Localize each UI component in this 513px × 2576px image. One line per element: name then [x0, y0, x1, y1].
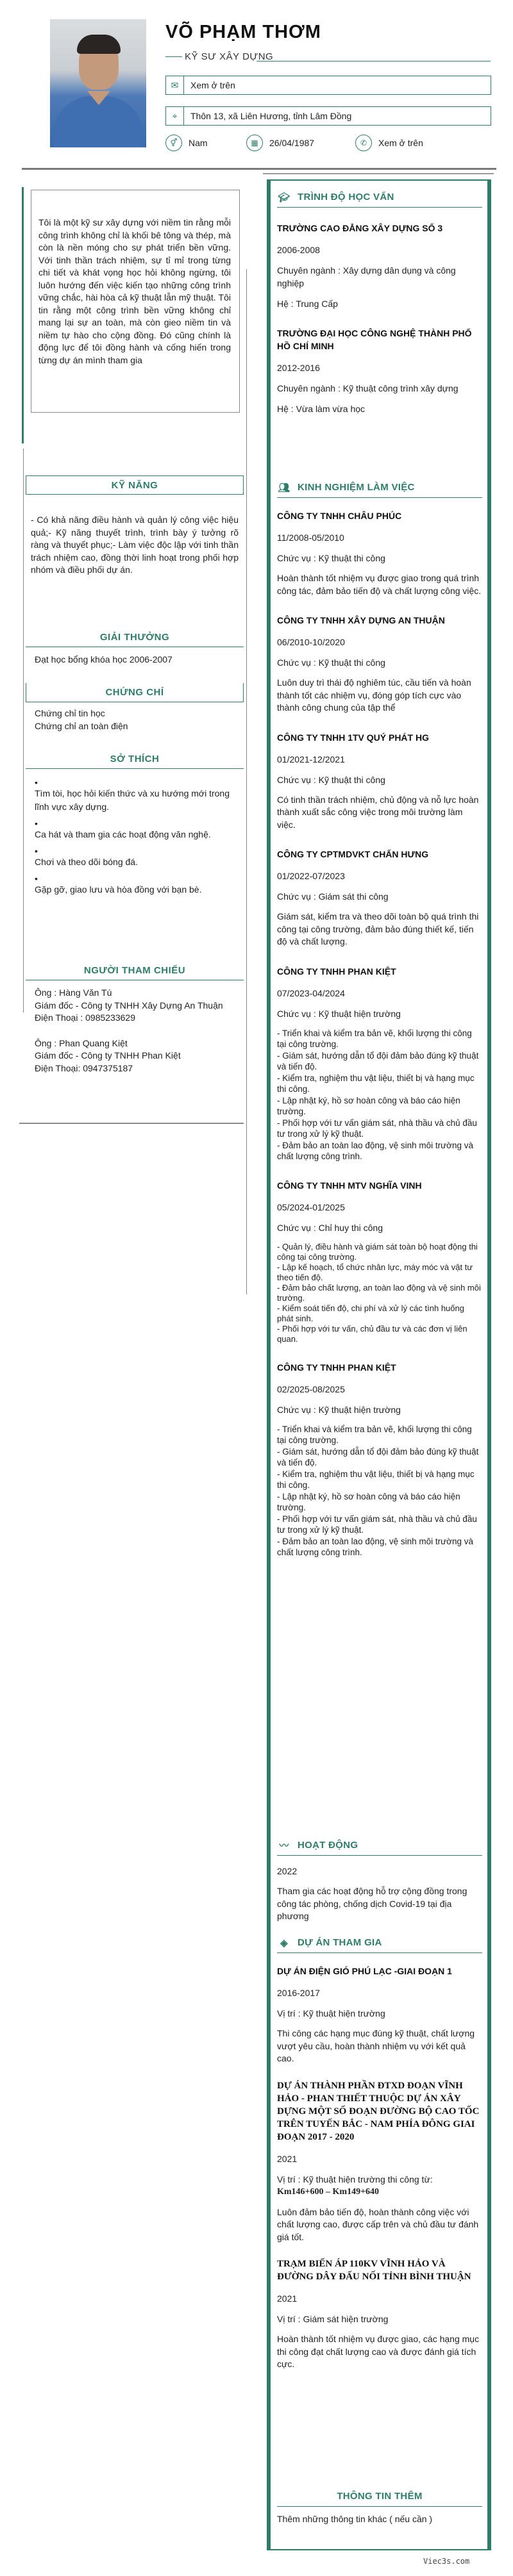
gender-icon: ⚥	[165, 135, 182, 151]
company-name: CÔNG TY TNHH MTV NGHĨA VINH	[277, 1180, 422, 1191]
experience-item	[277, 848, 482, 948]
project-role-detail: Km146+600 – Km149+640	[277, 2186, 380, 2197]
references-heading: NGƯỜI THAM CHIẾU	[26, 961, 244, 980]
work-period: 11/2008-05/2010	[277, 533, 344, 543]
address-value: Thôn 13, xã Liên Hương, tỉnh Lâm Đồng	[190, 111, 352, 121]
summary-text: Tôi là một kỹ sư xây dựng với niềm tin rằng mỗi công trình không chỉ là khối bê tông và thép, mà còn là nền móng cho sự phát triển bền vững. Với tinh thần trách nhiệm, sự tỉ mỉ trong từng chi tiết và khát vọng học hỏi không ngừng, tôi luôn hướng đến việc kiến tạo những công trình vững chắc, hài hòa cả kỹ thuật lẫn mỹ thuật. Tôi tin rằng một công trình bền vững không chỉ mang lại sự an toàn, mà còn gieo niềm tin và niềm tự hào cho cộng đồng. Đó cũng chính là động lực để tôi đồng hành và cống hiến trong từng dự án mình tham gia	[38, 217, 231, 365]
work-role: Chức vụ : Kỹ thuật thi công	[277, 657, 385, 668]
education-heading: 🎓︎ TRÌNH ĐỘ HỌC VẤN	[277, 187, 482, 208]
users-icon: 👥︎	[278, 482, 290, 493]
project-item	[277, 1965, 482, 2065]
project-item	[277, 2258, 482, 2371]
project-role: Vị trí : Kỹ thuật hiện trường	[277, 2008, 385, 2019]
candidate-name: VÕ PHẠM THƠM	[165, 22, 321, 42]
dob-value: 26/04/1987	[269, 138, 315, 148]
activity-year: 2022	[277, 1866, 298, 1876]
projects-section	[277, 1933, 482, 2377]
divider	[263, 173, 494, 174]
hobby-item: • Chơi và theo dõi bóng đá.	[35, 846, 138, 867]
activities-section	[277, 1835, 482, 1923]
activities-heading: 〰 HOẠT ĐỘNG	[277, 1835, 482, 1856]
reference-phone: Điện Thoại : 0985233629	[35, 1012, 135, 1023]
divider	[23, 449, 24, 1012]
email-icon: ✉	[166, 76, 184, 94]
activity-description: Tham gia các hoạt động hỗ trợ cộng đồng trong công tác phòng, chống dịch Covid-19 tại địa phương	[277, 1886, 467, 1921]
education-major: Chuyên ngành : Kỹ thuật công trình xây dựng	[277, 383, 458, 393]
dob-field	[246, 135, 314, 151]
experience-item	[277, 614, 482, 714]
gender-field	[165, 135, 208, 151]
certificate-item: Chứng chỉ tin học	[35, 708, 105, 718]
school-name: TRƯỜNG ĐẠI HỌC CÔNG NGHỆ THÀNH PHỐ HỒ CHÍ MINH	[277, 328, 472, 351]
certificates-section	[26, 683, 244, 732]
project-description: Luôn đảm bảo tiến độ, hoàn thành công việc với chất lượng cao, được cấp trên và chủ đầu tư đánh giá tốt.	[277, 2206, 479, 2242]
job-title: KỸ SƯ XÂY DỰNG	[185, 51, 274, 62]
company-name: CÔNG TY CPTMDVKT CHẤN HƯNG	[277, 849, 429, 859]
phone-value: Xem ở trên	[378, 138, 423, 148]
experience-item	[277, 1179, 482, 1344]
more-info-heading: THÔNG TIN THÊM	[277, 2486, 482, 2507]
hobby-item: • Ca hát và tham gia các hoạt động văn nghệ.	[35, 818, 211, 839]
education-years: 2006-2008	[277, 245, 320, 255]
projects-heading: ◈ DỰ ÁN THAM GIA	[277, 1933, 482, 1953]
project-name: TRẠM BIẾN ÁP 110KV VĨNH HẢO VÀ ĐƯỜNG DÂY ĐẤU NỐI TỈNH BÌNH THUẬN	[277, 2259, 471, 2282]
education-system: Hệ : Trung Cấp	[277, 299, 338, 309]
work-description: Hoàn thành tốt nhiệm vụ được giao trong quá trình công tác, đảm bảo tiến độ và chất lượng công việc.	[277, 573, 482, 596]
education-years: 2012-2016	[277, 363, 320, 373]
divider	[22, 168, 496, 173]
project-description: Hoàn thành tốt nhiệm vụ được giao, các hạng mục thi công đạt chất lượng cao và được đánh giá tích cực.	[277, 2334, 480, 2369]
hobby-item: • Gặp gỡ, giao lưu và hòa đồng với bạn bè.	[35, 873, 202, 895]
project-name: DỰ ÁN ĐIỆN GIÓ PHÚ LẠC -GIAI ĐOẠN 1	[277, 1966, 452, 1976]
work-description: - Triển khai và kiểm tra bản vẽ, khối lượng thi công tại công trường. - Giám sát, hướng dẫn tổ đội đảm bảo đúng kỹ thuật và tiến độ. - Kiểm tra, nghiệm thu vật liệu, thiết bị và hạng mục thi công. - Lập nhật ký, hồ sơ hoàn công và báo cáo hiện trường. - Phối hợp với tư vấn giám sát, nhà thầu và chủ đầu tư trong xử lý kỹ thuật. - Đảm bảo an toàn lao động, vệ sinh môi trường và chất lượng công trình.	[277, 1028, 479, 1161]
skills-heading: KỸ NĂNG	[26, 475, 244, 495]
phone-field	[355, 135, 423, 151]
address-row	[165, 106, 491, 126]
experience-item	[277, 1361, 482, 1558]
company-name: CÔNG TY TNHH PHAN KIỆT	[277, 1362, 396, 1373]
project-description: Thi công các hạng mục đúng kỹ thuật, chất lượng vượt yêu cầu, hoàn thành nhiệm vụ với kết quả cao.	[277, 2028, 475, 2063]
experience-section	[277, 477, 482, 1575]
work-description: - Quản lý, điều hành và giám sát toàn bộ hoạt động thi công tại công trường. - Lập kế hoạch, tổ chức nhân lực, máy móc và vật tư theo tiến độ. - Đảm bảo chất lượng, an toàn lao động và vệ sinh môi trường. - Kiểm soát tiến độ, chi phí và xử lý các tình huống phát sinh. - Phối hợp với tư vấn, chủ đầu tư và các đơn vị liên quan.	[277, 1241, 481, 1344]
awards-section	[26, 628, 244, 666]
email-value: Xem ở trên	[190, 80, 235, 90]
work-period: 01/2021-12/2021	[277, 754, 345, 764]
gender-value: Nam	[189, 138, 208, 148]
certificate-item: Chứng chỉ an toàn điện	[35, 720, 128, 731]
skills-text: - Có khả năng điều hành và quản lý công việc hiệu quả;- Kỹ năng thuyết trình, trình bày ý tưởng rõ ràng và thuyết phục;- Làm việc độc lập với tinh thần trách nhiệm cao, đồng thời linh hoạt trong phối hợp nhóm và điều phối dự án.	[31, 515, 239, 575]
more-info-section	[277, 2486, 482, 2526]
more-info-text: Thêm những thông tin khác ( nếu cần )	[277, 2514, 433, 2524]
reference-name: Ông : Phan Quang Kiệt	[35, 1037, 128, 1048]
experience-item	[277, 509, 482, 597]
experience-item	[277, 965, 482, 1162]
project-item	[277, 2079, 482, 2244]
education-system: Hệ : Vừa làm vừa học	[277, 404, 366, 414]
work-description: Luôn duy trì thái độ nghiêm túc, cầu tiến và hoàn thành tốt các nhiệm vụ, đóng góp tích cực vào thành công chung của tập thể	[277, 677, 471, 713]
company-name: CÔNG TY TNHH PHAN KIỆT	[277, 966, 396, 977]
hobby-item: • Tìm tòi, học hỏi kiến thức và xu hướng mới trong lĩnh vực xây dựng.	[35, 777, 230, 812]
reference-company: Giám đốc - Công ty TNHH Xây Dựng An Thuận	[35, 1000, 223, 1011]
footer-watermark: Viec3s.com	[423, 2557, 470, 2566]
reference-company: Giám đốc - Công ty TNHH Phan Kiệt	[35, 1050, 181, 1061]
email-row	[165, 76, 491, 95]
avatar	[50, 19, 146, 147]
hobbies-heading: SỞ THÍCH	[26, 750, 244, 769]
education-major: Chuyên ngành : Xây dựng dân dụng và công nghiệp	[277, 265, 456, 288]
work-role: Chức vụ : Giám sát thi công	[277, 891, 389, 902]
company-name: CÔNG TY TNHH CHÂU PHÚC	[277, 511, 402, 521]
reference-phone: Điện Thoại: 0947375187	[35, 1062, 133, 1073]
phone-icon: ✆	[355, 135, 372, 151]
company-name: CÔNG TY TNHH 1TV QUÝ PHÁT HG	[277, 732, 429, 743]
work-description: - Triển khai và kiểm tra bản vẽ, khối lượng thi công tại công trường. - Giám sát, hướng dẫn tổ đội đảm bảo đúng kỹ thuật và tiến độ. - Kiểm tra, nghiệm thu vật liệu, thiết bị và hạng mục thi công. - Lập nhật ký, hồ sơ hoàn công và báo cáo hiện trường. - Phối hợp với tư vấn giám sát, nhà thầu và chủ đầu tư trong xử lý kỹ thuật. - Đảm bảo an toàn lao động, vệ sinh môi trường và chất lượng công trình.	[277, 1424, 479, 1557]
project-years: 2021	[277, 2153, 298, 2164]
work-description: Có tinh thần trách nhiệm, chủ động và nỗ lực hoàn thành xuất sắc công việc trong môi trường làm việc.	[277, 794, 479, 830]
divider	[246, 269, 247, 1294]
work-role: Chức vụ : Chỉ huy thi công	[277, 1222, 383, 1233]
work-description: Giám sát, kiểm tra và theo dõi toàn bộ quá trình thi công tại công trường, đảm bảo đúng thiết kế, tiến độ và chất lượng.	[277, 911, 479, 946]
project-years: 2016-2017	[277, 1988, 320, 1998]
work-period: 01/2022-07/2023	[277, 871, 345, 881]
reference-name: Ông : Hàng Văn Tú	[35, 987, 112, 998]
project-role: Vị trí : Giám sát hiện trường	[277, 2314, 389, 2324]
references-section	[26, 961, 244, 1075]
work-role: Chức vụ : Kỹ thuật hiện trường	[277, 1404, 401, 1415]
skills-section	[26, 475, 244, 577]
work-period: 06/2010-10/2020	[277, 637, 345, 647]
project-name: DỰ ÁN THÀNH PHẦN ĐTXD ĐOẠN VĨNH HẢO - PHAN THIẾT THUỘC DỰ ÁN XÂY DỰNG MỘT SỐ ĐOẠN ĐƯỜNG BỘ CAO TỐC TRÊN TUYẾN BẮC - NAM PHÍA ĐÔNG GIAI ĐOẠN 2017 - 2020	[277, 2080, 480, 2142]
work-period: 05/2024-01/2025	[277, 1201, 345, 1212]
work-role: Chức vụ : Kỹ thuật thi công	[277, 553, 385, 563]
graduation-cap-icon: 🎓︎	[278, 192, 290, 203]
experience-item	[277, 731, 482, 832]
awards-heading: GIẢI THƯỞNG	[26, 628, 244, 647]
awards-text: Đạt học bổng khóa học 2006-2007	[35, 654, 172, 665]
work-role: Chức vụ : Kỹ thuật thi công	[277, 774, 385, 785]
work-role: Chức vụ : Kỹ thuật hiện trường	[277, 1008, 401, 1019]
school-name: TRƯỜNG CAO ĐẲNG XÂY DỰNG SỐ 3	[277, 223, 443, 233]
hobbies-section	[26, 750, 244, 902]
work-period: 07/2023-04/2024	[277, 987, 345, 998]
experience-heading: 👥︎ KINH NGHIỆM LÀM VIỆC	[277, 477, 482, 498]
pulse-icon: 〰	[279, 1840, 289, 1851]
project-years: 2021	[277, 2293, 298, 2304]
certificates-heading: CHỨNG CHỈ	[26, 683, 244, 702]
education-item	[277, 222, 482, 310]
work-period: 02/2025-08/2025	[277, 1383, 345, 1394]
education-section	[277, 187, 482, 432]
layers-icon: ◈	[280, 1937, 288, 1949]
education-item	[277, 327, 482, 415]
location-icon: ⌖	[166, 107, 184, 125]
divider	[19, 1115, 244, 1124]
project-role: Vị trí : Kỹ thuật hiện trường thi công từ:	[277, 2174, 433, 2184]
company-name: CÔNG TY TNHH XÂY DỰNG AN THUẬN	[277, 615, 445, 625]
calendar-icon: ▦	[246, 135, 263, 151]
